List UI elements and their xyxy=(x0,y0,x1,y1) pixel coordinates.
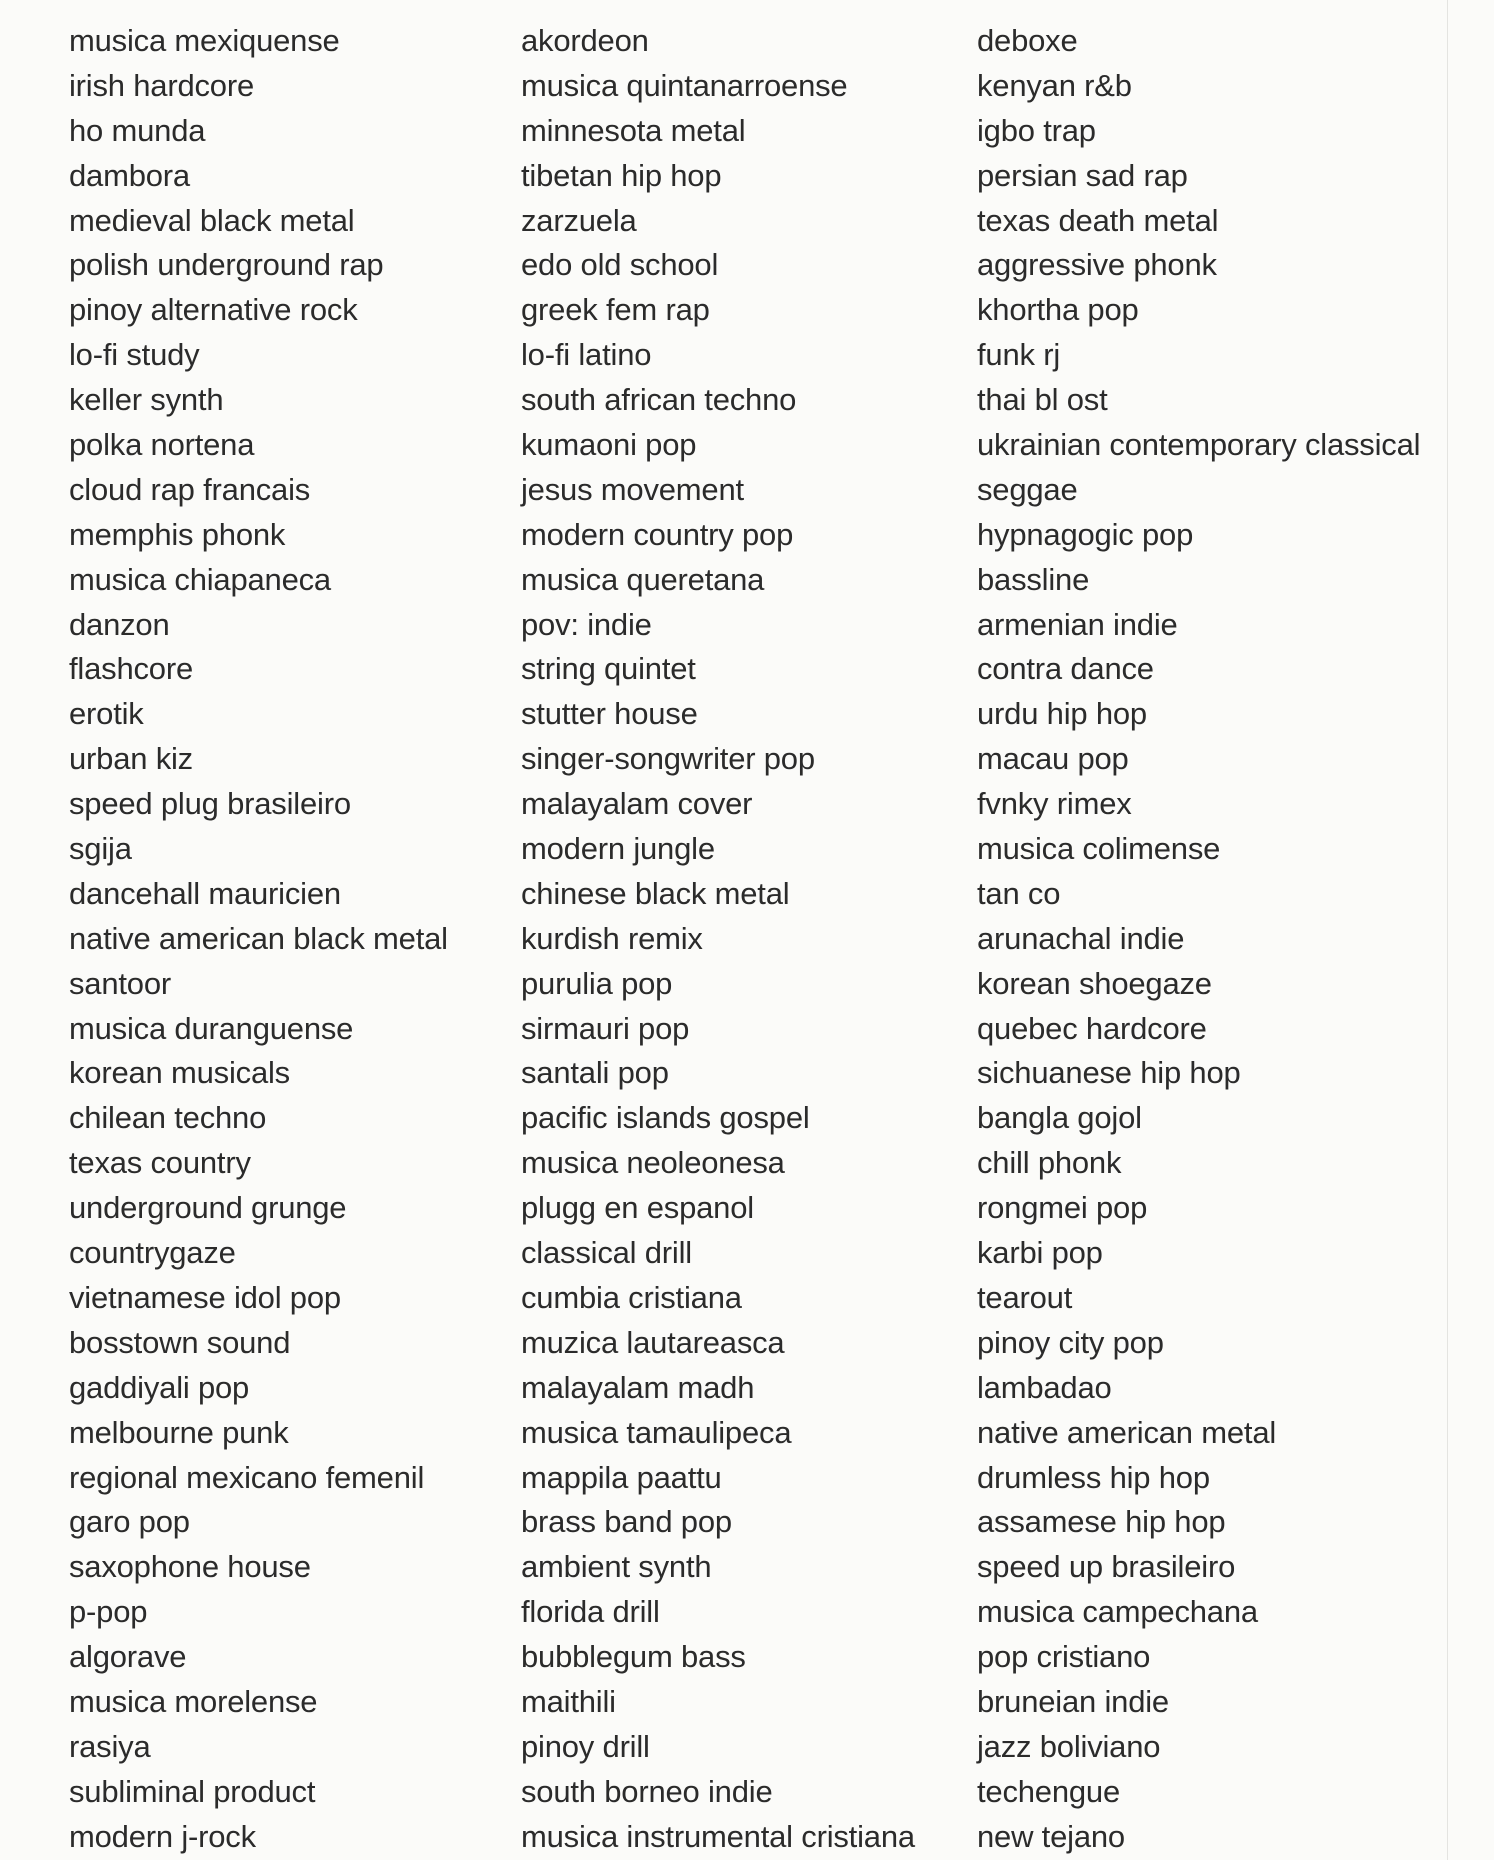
genre-list-item: thai bl ost xyxy=(977,382,1108,418)
genre-list-item: pinoy city pop xyxy=(977,1324,1164,1360)
genre-list-item: purulia pop xyxy=(521,965,673,1001)
genre-list-item: speed plug brasileiro xyxy=(69,786,351,822)
genre-list-item: p-pop xyxy=(69,1594,148,1630)
genre-list-item: medieval black metal xyxy=(69,202,355,238)
genre-list-item: stutter house xyxy=(521,696,698,732)
genre-list-item: modern jungle xyxy=(521,831,715,867)
genre-list-item: danzon xyxy=(69,606,170,642)
genre-list-item: sgija xyxy=(69,831,132,867)
genre-list-item: urban kiz xyxy=(69,741,193,777)
genre-column-2 xyxy=(521,19,915,1860)
genre-list-item: edo old school xyxy=(521,247,719,283)
genre-list-item: texas country xyxy=(69,1145,251,1181)
genre-list-item: santali pop xyxy=(521,1055,669,1091)
genre-list-item: pacific islands gospel xyxy=(521,1100,810,1136)
genre-list-item: seggae xyxy=(977,471,1078,507)
genre-list-item: santoor xyxy=(69,965,171,1001)
genre-list-item: kurdish remix xyxy=(521,920,703,956)
genre-list-item: musica queretana xyxy=(521,561,765,597)
genre-list-item: sichuanese hip hop xyxy=(977,1055,1241,1091)
genre-list-item: khortha pop xyxy=(977,292,1139,328)
genre-list-item: cumbia cristiana xyxy=(521,1279,742,1315)
genre-list-item: funk rj xyxy=(977,337,1061,373)
genre-list-item: kumaoni pop xyxy=(521,427,697,463)
genre-list-item: garo pop xyxy=(69,1504,190,1540)
genre-list-item: kenyan r&b xyxy=(977,67,1132,103)
genre-list-item: new tejano xyxy=(977,1818,1125,1854)
genre-list-item: fvnky rimex xyxy=(977,786,1132,822)
genre-column-3 xyxy=(977,19,1420,1860)
genre-list-item: rongmei pop xyxy=(977,1190,1148,1226)
genre-list-item: pinoy alternative rock xyxy=(69,292,358,328)
genre-list-item: assamese hip hop xyxy=(977,1504,1226,1540)
genre-list-item: karbi pop xyxy=(977,1235,1103,1271)
genre-list-item: zarzuela xyxy=(521,202,637,238)
genre-list-item: malayalam madh xyxy=(521,1369,755,1405)
genre-list-item: musica morelense xyxy=(69,1683,318,1719)
genre-list-item: musica tamaulipeca xyxy=(521,1414,792,1450)
genre-list-item: pop cristiano xyxy=(977,1639,1151,1675)
genre-list-item: musica instrumental cristiana xyxy=(521,1818,915,1854)
genre-column-1 xyxy=(69,19,448,1860)
genre-list-item: lo-fi latino xyxy=(521,337,652,373)
genre-list-item: plugg en espanol xyxy=(521,1190,754,1226)
genre-list-item: musica duranguense xyxy=(69,1010,354,1046)
genre-list-item: tibetan hip hop xyxy=(521,157,722,193)
genre-list-item: brass band pop xyxy=(521,1504,732,1540)
genre-list-item: underground grunge xyxy=(69,1190,347,1226)
genre-list-item: pinoy drill xyxy=(521,1728,650,1764)
genre-list-item: bosstown sound xyxy=(69,1324,291,1360)
genre-list-item: modern country pop xyxy=(521,516,794,552)
genre-list-item: hypnagogic pop xyxy=(977,516,1194,552)
genre-list-item: ukrainian contemporary classical xyxy=(977,427,1421,463)
genre-list-item: dambora xyxy=(69,157,190,193)
genre-list-item: polka nortena xyxy=(69,427,255,463)
genre-list-item: igbo trap xyxy=(977,112,1096,148)
genre-list-item: chinese black metal xyxy=(521,875,790,911)
genre-list-item: maithili xyxy=(521,1683,616,1719)
genre-list-item: ambient synth xyxy=(521,1549,712,1585)
genre-list-item: korean shoegaze xyxy=(977,965,1212,1001)
genre-list-item: korean musicals xyxy=(69,1055,290,1091)
genre-list-item: tearout xyxy=(977,1279,1073,1315)
genre-list-item: musica neoleonesa xyxy=(521,1145,785,1181)
scrollbar-track[interactable] xyxy=(1447,0,1494,1860)
genre-list-item: jazz boliviano xyxy=(977,1728,1161,1764)
genre-list-item: malayalam cover xyxy=(521,786,753,822)
genre-list-item: lambadao xyxy=(977,1369,1112,1405)
genre-list-item: bangla gojol xyxy=(977,1100,1142,1136)
genre-list-item: drumless hip hop xyxy=(977,1459,1210,1495)
genre-list-item: jesus movement xyxy=(521,471,744,507)
genre-list-item: south borneo indie xyxy=(521,1773,773,1809)
genre-list-item: aggressive phonk xyxy=(977,247,1217,283)
genre-list-item: speed up brasileiro xyxy=(977,1549,1236,1585)
genre-list-item: musica chiapaneca xyxy=(69,561,331,597)
genre-list-item: memphis phonk xyxy=(69,516,286,552)
genre-list-item: contra dance xyxy=(977,651,1154,687)
genre-list-item: armenian indie xyxy=(977,606,1178,642)
genre-list-item: native american black metal xyxy=(69,920,448,956)
genre-list-item: macau pop xyxy=(977,741,1129,777)
genre-list-item: melbourne punk xyxy=(69,1414,289,1450)
genre-list-item: greek fem rap xyxy=(521,292,710,328)
genre-list-item: muzica lautareasca xyxy=(521,1324,785,1360)
genre-list-item: quebec hardcore xyxy=(977,1010,1207,1046)
genre-list-item: erotik xyxy=(69,696,144,732)
genre-list-item: akordeon xyxy=(521,23,649,58)
genre-list-item: urdu hip hop xyxy=(977,696,1147,732)
genre-list-item: modern j-rock xyxy=(69,1818,256,1854)
genre-list-item: sirmauri pop xyxy=(521,1010,690,1046)
genre-list-item: flashcore xyxy=(69,651,193,687)
genre-list-item: vietnamese idol pop xyxy=(69,1279,341,1315)
genre-list-item: dancehall mauricien xyxy=(69,875,341,911)
genre-list-item: irish hardcore xyxy=(69,67,255,103)
genre-list-item: subliminal product xyxy=(69,1773,316,1809)
genre-list-item: musica colimense xyxy=(977,831,1221,867)
genre-list-item: arunachal indie xyxy=(977,920,1185,956)
genre-list-item: ho munda xyxy=(69,112,206,148)
genre-list-item: musica quintanarroense xyxy=(521,67,848,103)
genre-list-item: string quintet xyxy=(521,651,696,687)
genre-list-item: south african techno xyxy=(521,382,797,418)
genre-list-item: classical drill xyxy=(521,1235,692,1271)
genre-list-item: bruneian indie xyxy=(977,1683,1169,1719)
genre-list-item: deboxe xyxy=(977,23,1078,58)
genre-list-item: polish underground rap xyxy=(69,247,384,283)
genre-list-item: mappila paattu xyxy=(521,1459,722,1495)
genre-list-item: musica campechana xyxy=(977,1594,1258,1630)
genre-list-item: tan co xyxy=(977,875,1061,911)
genre-list-item: bassline xyxy=(977,561,1090,597)
genre-list-item: rasiya xyxy=(69,1728,151,1764)
genre-list-item: florida drill xyxy=(521,1594,660,1630)
genre-list-item: countrygaze xyxy=(69,1235,236,1271)
genre-list-item: lo-fi study xyxy=(69,337,200,373)
genre-list-item: chilean techno xyxy=(69,1100,267,1136)
genre-list-item: gaddiyali pop xyxy=(69,1369,250,1405)
genre-list-item: pov: indie xyxy=(521,606,652,642)
genre-list-item: minnesota metal xyxy=(521,112,746,148)
genre-list-item: saxophone house xyxy=(69,1549,311,1585)
genre-list-item: chill phonk xyxy=(977,1145,1122,1181)
genre-list-item: persian sad rap xyxy=(977,157,1188,193)
genre-list-item: regional mexicano femenil xyxy=(69,1459,425,1495)
genre-list-item: texas death metal xyxy=(977,202,1219,238)
genre-list-item: keller synth xyxy=(69,382,224,418)
genre-list-item: algorave xyxy=(69,1639,187,1675)
genre-list-item: bubblegum bass xyxy=(521,1639,746,1675)
genre-list-item: musica mexiquense xyxy=(69,23,340,58)
genre-list-item: techengue xyxy=(977,1773,1120,1809)
genre-list-item: native american metal xyxy=(977,1414,1277,1450)
genre-list-item: singer-songwriter pop xyxy=(521,741,815,777)
genre-list-item: cloud rap francais xyxy=(69,471,311,507)
